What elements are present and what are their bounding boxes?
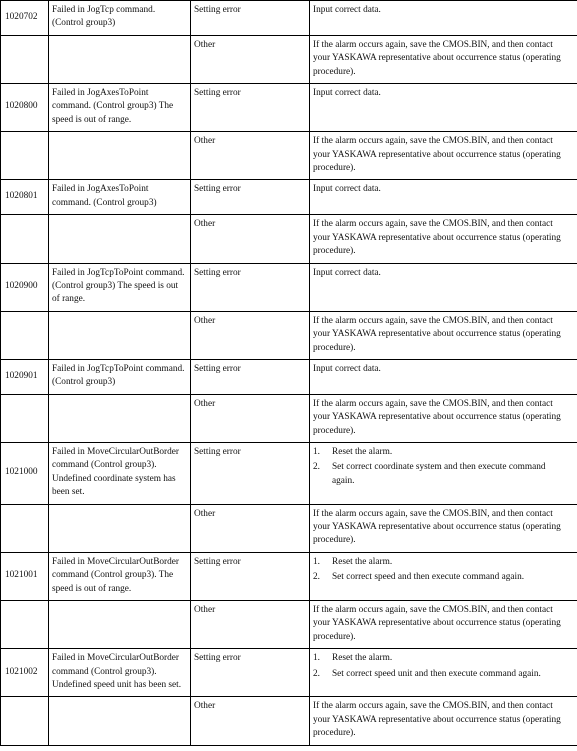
table-row xyxy=(1,442,577,504)
alarm-description-cell: Failed in JogTcp command. (Control group3) xyxy=(49,1,191,36)
alarm-cause-cell: Other xyxy=(191,35,310,83)
alarm-cause-cell: Other xyxy=(191,132,310,180)
alarm-remedy-cell: Input correct data. xyxy=(310,1,577,36)
alarm-description-cell: Failed in MoveCircularOutBorder command (Control group3). Undefined coordinate system has been set. xyxy=(49,442,191,504)
alarm-code-cell: 1020702 xyxy=(1,1,49,36)
table-row xyxy=(1,552,577,600)
alarm-description-cell xyxy=(49,394,191,442)
alarm-cause-cell: Setting error xyxy=(191,84,310,132)
alarm-remedy-cell: If the alarm occurs again, save the CMOS.BIN, and then contact your YASKAWA representative about occurrence status (operating procedure). xyxy=(310,35,577,83)
alarm-remedy-cell: Input correct data. xyxy=(310,263,577,311)
step-number: 2. xyxy=(313,668,320,679)
alarm-remedy-cell: If the alarm occurs again, save the CMOS.BIN, and then contact your YASKAWA representative about occurrence status (operating procedure). xyxy=(310,132,577,180)
alarm-code-cell: 1021001 xyxy=(1,552,49,600)
table-row xyxy=(1,504,577,552)
alarm-description-cell xyxy=(49,697,191,745)
table-row xyxy=(1,84,577,132)
alarm-description-cell xyxy=(49,132,191,180)
table-row xyxy=(1,180,577,215)
alarm-code-cell: 1020901 xyxy=(1,359,49,394)
alarm-code-cell xyxy=(1,394,49,442)
alarm-code-cell xyxy=(1,132,49,180)
list-item xyxy=(313,571,561,584)
alarm-description-cell xyxy=(49,601,191,649)
alarm-remedy-cell: Input correct data. xyxy=(310,84,577,132)
alarm-cause-cell: Other xyxy=(191,697,310,745)
alarm-cause-cell: Other xyxy=(191,215,310,263)
alarm-cause-cell: Setting error xyxy=(191,359,310,394)
remedy-steps-list xyxy=(313,556,561,585)
alarm-description-cell: Failed in MoveCircularOutBorder command (Control group3). The speed is out of range. xyxy=(49,552,191,600)
table-row xyxy=(1,215,577,263)
alarm-code-cell: 1020800 xyxy=(1,84,49,132)
alarm-code-cell: 1020900 xyxy=(1,263,49,311)
table-row xyxy=(1,1,577,36)
alarm-table-body xyxy=(1,1,577,746)
list-item xyxy=(313,668,561,681)
step-text: Set correct speed and then execute command again. xyxy=(332,572,525,583)
list-item xyxy=(313,556,561,569)
alarm-cause-cell: Other xyxy=(191,311,310,359)
step-number: 1. xyxy=(313,446,320,457)
alarm-cause-cell: Setting error xyxy=(191,180,310,215)
table-row xyxy=(1,697,577,745)
alarm-description-cell xyxy=(49,311,191,359)
step-text: Set correct speed unit and then execute command again. xyxy=(332,668,541,679)
step-text: Set correct coordinate system and then execute command again. xyxy=(332,462,546,486)
alarm-remedy-cell: If the alarm occurs again, save the CMOS.BIN, and then contact your YASKAWA representative about occurrence status (operating procedure). xyxy=(310,215,577,263)
alarm-cause-cell: Setting error xyxy=(191,1,310,36)
alarm-cause-cell: Other xyxy=(191,601,310,649)
alarm-remedy-cell: Input correct data. xyxy=(310,180,577,215)
alarm-code-cell: 1021000 xyxy=(1,442,49,504)
alarm-remedy-cell xyxy=(310,442,577,504)
alarm-cause-cell: Other xyxy=(191,504,310,552)
list-item xyxy=(313,652,561,665)
table-row xyxy=(1,263,577,311)
alarm-description-cell: Failed in JogTcpToPoint command. (Control group3) The speed is out of range. xyxy=(49,263,191,311)
step-number: 2. xyxy=(313,462,320,473)
step-text: Reset the alarm. xyxy=(332,556,393,567)
table-row xyxy=(1,311,577,359)
table-row xyxy=(1,601,577,649)
alarm-remedy-cell xyxy=(310,649,577,697)
table-row xyxy=(1,35,577,83)
alarm-description-cell: Failed in JogTcpToPoint command. (Control group3) xyxy=(49,359,191,394)
alarm-remedy-cell: Input correct data. xyxy=(310,359,577,394)
remedy-steps-list xyxy=(313,446,561,488)
alarm-description-cell xyxy=(49,504,191,552)
alarm-description-cell: Failed in JogAxesToPoint command. (Control group3) The speed is out of range. xyxy=(49,84,191,132)
alarm-code-cell xyxy=(1,215,49,263)
alarm-remedy-cell xyxy=(310,552,577,600)
alarm-remedy-cell: If the alarm occurs again, save the CMOS.BIN, and then contact your YASKAWA representative about occurrence status (operating procedure). xyxy=(310,697,577,745)
alarm-code-cell xyxy=(1,504,49,552)
remedy-steps-list xyxy=(313,652,561,681)
step-number: 1. xyxy=(313,653,320,664)
alarm-cause-cell: Setting error xyxy=(191,442,310,504)
alarm-description-cell xyxy=(49,35,191,83)
table-row xyxy=(1,359,577,394)
alarm-cause-cell: Other xyxy=(191,394,310,442)
alarm-code-cell xyxy=(1,311,49,359)
alarm-code-cell: 1021002 xyxy=(1,649,49,697)
alarm-code-cell xyxy=(1,35,49,83)
alarm-description-cell xyxy=(49,215,191,263)
table-row xyxy=(1,132,577,180)
list-item xyxy=(313,446,561,459)
alarm-remedy-cell: If the alarm occurs again, save the CMOS.BIN, and then contact your YASKAWA representative about occurrence status (operating procedure). xyxy=(310,601,577,649)
alarm-code-cell: 1020801 xyxy=(1,180,49,215)
table-row xyxy=(1,649,577,697)
alarm-description-cell: Failed in JogAxesToPoint command. (Control group3) xyxy=(49,180,191,215)
alarm-remedy-cell: If the alarm occurs again, save the CMOS.BIN, and then contact your YASKAWA representative about occurrence status (operating procedure). xyxy=(310,504,577,552)
step-text: Reset the alarm. xyxy=(332,653,393,664)
alarm-code-cell xyxy=(1,601,49,649)
alarm-cause-cell: Setting error xyxy=(191,263,310,311)
alarm-remedy-cell: If the alarm occurs again, save the CMOS.BIN, and then contact your YASKAWA representative about occurrence status (operating procedure). xyxy=(310,394,577,442)
alarm-description-cell: Failed in MoveCircularOutBorder command (Control group3). Undefined speed unit has been set. xyxy=(49,649,191,697)
alarm-code-cell xyxy=(1,697,49,745)
list-item xyxy=(313,461,561,488)
alarm-cause-cell: Setting error xyxy=(191,649,310,697)
table-row xyxy=(1,394,577,442)
alarm-remedy-cell: If the alarm occurs again, save the CMOS.BIN, and then contact your YASKAWA representative about occurrence status (operating procedure). xyxy=(310,311,577,359)
alarm-cause-cell: Setting error xyxy=(191,552,310,600)
step-number: 1. xyxy=(313,556,320,567)
step-text: Reset the alarm. xyxy=(332,446,393,457)
step-number: 2. xyxy=(313,572,320,583)
